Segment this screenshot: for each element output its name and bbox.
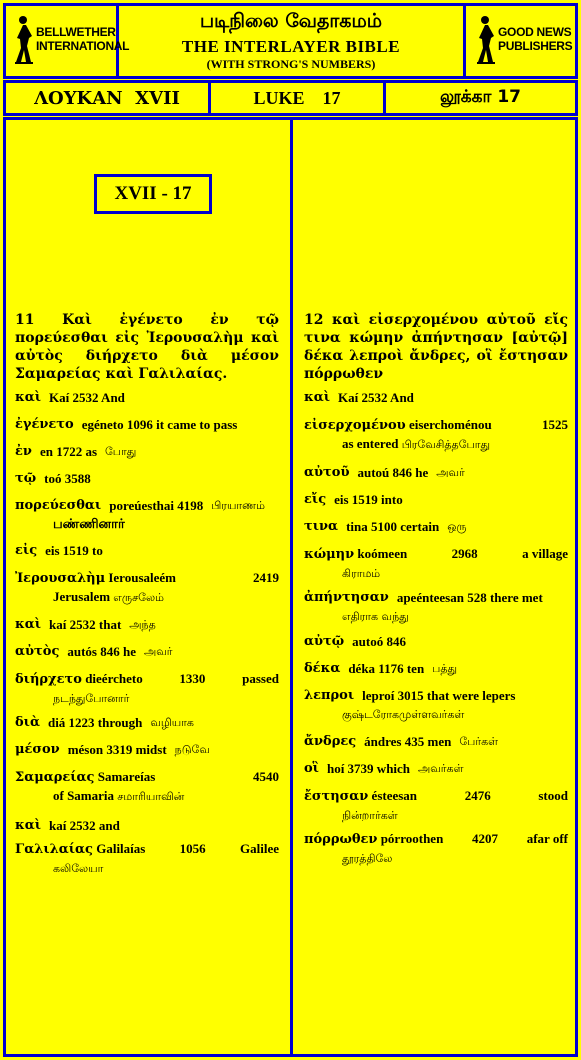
word-entry: [304, 416, 568, 454]
tamil-gloss: அவர்: [143, 645, 173, 658]
word-detail: déka 1176 ten: [348, 661, 425, 676]
transliteration: Ierousaleém: [108, 570, 176, 585]
greek-word: ἐν: [15, 444, 32, 459]
tamil-gloss: நடுவே: [174, 743, 210, 756]
tamil-gloss: அவர்கள்: [418, 762, 464, 775]
tamil-gloss: அவர்: [436, 466, 465, 479]
word-entry: [15, 840, 279, 878]
tamil-gloss: எதிராக வந்து: [342, 610, 409, 623]
word-detail: passed: [242, 671, 279, 686]
word-entry: [304, 733, 568, 751]
word-detail: Kaí 2532 And: [49, 390, 125, 405]
tamil-gloss: கிராமம்: [342, 567, 381, 580]
chapter-label: [94, 174, 212, 214]
right-logo-line2: PUBLISHERS: [498, 39, 573, 53]
word-detail: tina 5100 certain: [346, 519, 440, 534]
tamil-gloss: பிரயாணம்: [211, 499, 265, 512]
word-entry: [15, 616, 279, 634]
greek-word: εἰσερχομένου: [304, 418, 406, 433]
word-entry: [15, 497, 279, 533]
title-box: [116, 3, 466, 79]
word-detail: eis 1519 to: [45, 543, 103, 558]
word-detail: Kaí 2532 And: [338, 390, 414, 405]
word-greek-translit: [304, 787, 417, 806]
ref-english-box: [208, 80, 386, 116]
greek-word: καὶ: [15, 390, 42, 405]
greek-word: Γαλιλαίας: [15, 842, 93, 857]
word-detail: ándres 435 men: [364, 734, 452, 749]
word-detail: kaí 2532 that: [49, 617, 122, 632]
greek-word: τῷ: [15, 471, 37, 486]
word-entry: [15, 670, 279, 708]
tamil-gloss: போது: [105, 445, 137, 458]
word-entry: [304, 589, 568, 626]
greek-word: κώμην: [304, 547, 355, 562]
title-tamil: படிநிலை வேதாகமம்: [199, 10, 383, 32]
title-subtitle: (WITH STRONG'S NUMBERS): [206, 57, 376, 71]
word-entry: [304, 518, 568, 536]
right-column: [290, 117, 578, 1057]
word-entry: [304, 687, 568, 724]
english-gloss: of Samaria: [53, 788, 115, 803]
word-detail: 1056: [179, 841, 206, 856]
greek-word: καὶ: [15, 818, 42, 833]
tamil-gloss: கலிலேயா: [53, 862, 104, 875]
word-detail: toó 3588: [44, 471, 91, 486]
ref-greek-box: [3, 80, 211, 116]
greek-word: εἴς: [304, 492, 327, 507]
greek-word: Σαμαρείας: [15, 770, 95, 785]
greek-word: καὶ: [304, 390, 331, 405]
word-entry: [15, 470, 279, 488]
word-greek-translit: [15, 840, 145, 859]
tamil-gloss: ஒரு: [447, 520, 467, 533]
tamil-gloss: அந்த: [129, 618, 156, 631]
right-logo-line1: GOOD NEWS: [498, 25, 572, 39]
greek-word: Ἰερουσαλὴμ: [15, 571, 106, 586]
transliteration: Samareías: [97, 769, 156, 784]
word-entry: [304, 760, 568, 778]
word-entry: [15, 714, 279, 732]
greek-word: πορεύεσθαι: [15, 498, 102, 513]
word-entry: [304, 633, 568, 651]
word-entry: [304, 464, 568, 482]
word-entry: [304, 660, 568, 678]
greek-word: λεπροι: [304, 688, 355, 703]
tamil-gloss: பேர்கள்: [459, 735, 499, 748]
word-detail: 4207: [472, 831, 499, 846]
ref-tamil: லூக்கா 17: [439, 87, 521, 107]
word-entry: [15, 416, 279, 434]
ref-tamil-box: [383, 80, 578, 116]
word-entry: [304, 491, 568, 509]
word-entry: [15, 817, 279, 835]
word-entry: [15, 569, 279, 607]
tamil-gloss: வழியாக: [150, 716, 194, 729]
transliteration: dieércheto: [85, 671, 143, 686]
word-entry: [15, 643, 279, 661]
word-entry: [15, 443, 279, 461]
word-detail: en 1722 as: [39, 444, 97, 459]
word-entry: [304, 389, 568, 407]
transliteration: ésteesan: [371, 788, 418, 803]
tamil-gloss: பிரவேசித்தபோது: [401, 438, 490, 451]
word-detail: poreúesthai 4198: [109, 498, 204, 513]
word-detail: 2968: [451, 546, 478, 561]
word-greek-translit: [304, 830, 443, 849]
word-detail: leproí 3015 that were lepers: [362, 688, 516, 703]
word-detail: autós 846 he: [67, 644, 136, 659]
word-detail: afar off: [526, 831, 568, 846]
tamil-gloss: சமாரியாவின்: [117, 790, 185, 803]
verse-12-text: 12 καὶ εἰσερχομένου αὐτοῦ εἴς τινα κώμην ἀπήντησαν [αὐτῷ] δέκα λεπροὶ ἄνδρες, οἳ ἔστησαν πόρρωθεν: [304, 312, 568, 382]
word-detail: eis 1519 into: [334, 492, 403, 507]
greek-word: εἰς: [15, 543, 38, 558]
word-detail: a village: [522, 546, 568, 561]
greek-word: διὰ: [15, 715, 40, 730]
left-logo-line1: BELLWETHER: [36, 25, 116, 39]
greek-word: οἳ: [304, 761, 319, 776]
figure-icon: [12, 14, 34, 64]
word-detail: hoí 3739 which: [326, 761, 411, 776]
figure-icon: [474, 14, 496, 64]
english-gloss: as entered: [342, 436, 399, 451]
tamil-gloss: பத்து: [432, 662, 458, 675]
word-detail: kaí 2532 and: [49, 818, 120, 833]
greek-word: ἀπήντησαν: [304, 590, 389, 605]
title-english: THE INTERLAYER BIBLE: [181, 37, 401, 56]
word-detail: 4540: [253, 769, 279, 784]
tamil-gloss: நின்றார்கள்: [342, 809, 398, 822]
word-detail: 1525: [542, 417, 568, 432]
word-entry: [304, 830, 568, 868]
greek-word: αὐτῷ: [304, 634, 345, 649]
word-detail: Galilee: [240, 841, 279, 856]
tamil-gloss: நடந்துபோனார்: [53, 692, 130, 705]
tamil-gloss: தூரத்திலே: [342, 852, 393, 865]
word-entry: [15, 741, 279, 759]
ref-english: LUKE 17: [253, 87, 341, 108]
transliteration: Galilaías: [96, 841, 146, 856]
greek-word: καὶ: [15, 617, 42, 632]
word-detail: apeénteesan 528 there met: [396, 590, 543, 605]
word-detail: 2476: [464, 788, 491, 803]
verse-11-text: 11 Καὶ ἐγένετο ἐν τῷ πορεύεσθαι εἰς Ἰερουσαλὴμ καὶ αὐτὸς διήρχετο διὰ μέσον Σαμαρείας καὶ Γαλιλαίας.: [15, 312, 279, 382]
english-gloss: பண்ணினார்: [53, 516, 125, 531]
word-detail: autoó 846: [352, 634, 406, 649]
word-detail: autoú 846 he: [357, 465, 429, 480]
word-detail: stood: [538, 788, 568, 803]
word-entry: [15, 542, 279, 560]
word-greek-translit: [304, 416, 492, 435]
ref-greek: ΛΟΥΚΑΝ XVII: [34, 87, 180, 109]
bellwether-logo: [12, 14, 129, 64]
word-detail: 1330: [179, 671, 206, 686]
greek-word: διήρχετο: [15, 672, 82, 687]
word-greek-translit: [304, 545, 407, 564]
transliteration: pórroothen: [380, 831, 444, 846]
greek-word: πόρρωθεν: [304, 832, 378, 847]
chapter-label-text: XVII - 17: [114, 183, 192, 204]
greek-word: αὐτοῦ: [304, 465, 350, 480]
greek-word: ἔστησαν: [304, 789, 369, 804]
greek-word: ἐγένετο: [15, 417, 74, 432]
greek-word: ἄνδρες: [304, 734, 357, 749]
word-entry: [15, 768, 279, 806]
word-greek-translit: [15, 768, 155, 787]
transliteration: koómeen: [357, 546, 408, 561]
word-entry: [304, 545, 568, 583]
word-detail: 2419: [253, 570, 279, 585]
tamil-gloss: குஷ்டரோகமுள்ளவர்கள்: [342, 708, 465, 721]
word-greek-translit: [15, 670, 143, 689]
word-detail: egéneto 1096 it came to pass: [81, 417, 238, 432]
word-entry: [15, 389, 279, 407]
good-news-logo: [474, 14, 572, 64]
greek-word: αὐτὸς: [15, 644, 60, 659]
greek-word: τινα: [304, 519, 339, 534]
greek-word: μέσον: [15, 742, 60, 757]
word-detail: diá 1223 through: [47, 715, 143, 730]
greek-word: δέκα: [304, 661, 341, 676]
word-entry: [304, 787, 568, 825]
left-logo-line2: INTERNATIONAL: [36, 39, 130, 53]
word-detail: méson 3319 midst: [67, 742, 167, 757]
transliteration: eiserchoménou: [408, 417, 492, 432]
word-greek-translit: [15, 569, 176, 588]
english-gloss: Jerusalem: [53, 589, 111, 604]
tamil-gloss: எருசலேம்: [113, 591, 164, 604]
